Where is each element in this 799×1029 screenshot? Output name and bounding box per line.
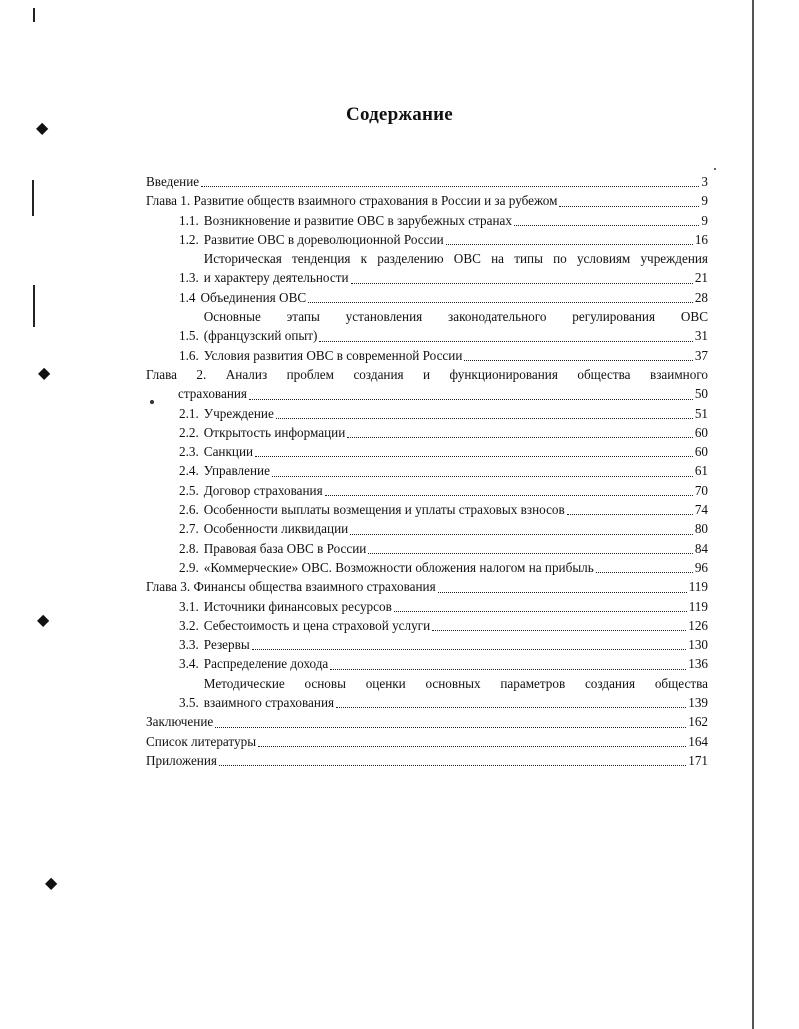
toc-entry-number: 3.1. <box>179 598 199 614</box>
toc-page-number: 3 <box>701 174 708 189</box>
toc-entry-text: Санкции <box>203 444 254 460</box>
toc-leader-dots <box>351 282 693 284</box>
toc-leader-dots <box>559 205 699 207</box>
toc-entry-text: Учреждение <box>203 405 274 421</box>
toc-page-number: 164 <box>688 733 708 749</box>
toc-entry <box>146 597 708 616</box>
toc-leader-dots <box>567 513 693 515</box>
toc-leader-dots <box>258 745 686 747</box>
toc-entry-text: Объединения ОВС <box>200 289 307 305</box>
toc-page-number: 31 <box>694 328 708 344</box>
toc-entry <box>146 288 708 307</box>
toc-leader-dots <box>596 571 693 573</box>
page-title: Содержание <box>346 104 453 125</box>
toc-entry <box>146 191 708 210</box>
toc-entry-number: 1.3. <box>179 270 199 286</box>
toc-entry-text: Приложения <box>146 752 217 768</box>
toc-entry-text: Особенности ликвидации <box>203 521 349 537</box>
toc-entry <box>146 230 708 249</box>
toc-page-number: 74 <box>694 502 708 518</box>
toc-leader-dots <box>215 726 686 728</box>
toc-entry-number: 1.6. <box>179 347 199 363</box>
toc-page-number: 9 <box>701 212 708 228</box>
toc-leader-dots <box>394 610 687 612</box>
toc-entry <box>146 500 708 519</box>
toc-entry-number: 2.3. <box>179 444 199 460</box>
toc-entry-number: 3.4. <box>179 656 199 672</box>
toc-entry-number: 1.4 <box>179 289 196 305</box>
toc-page-number: 126 <box>688 617 708 633</box>
toc-entry-text: Методические основы оценки основных параметров создания общества <box>203 675 708 691</box>
toc-page-number: 130 <box>688 637 708 653</box>
toc-entry <box>146 712 708 731</box>
toc-entry <box>146 751 708 770</box>
toc-entry <box>146 577 708 596</box>
toc-leader-dots <box>319 340 692 342</box>
toc-entry-number: 2.5. <box>179 482 199 498</box>
toc-page-number: 96 <box>694 559 708 575</box>
toc-entry-text: Управление <box>203 463 270 479</box>
toc-page-number: 60 <box>694 444 708 460</box>
toc-page-number: 60 <box>694 424 708 440</box>
toc-leader-dots <box>325 494 693 496</box>
toc-page-number: 162 <box>688 714 708 730</box>
toc-entry <box>146 558 708 577</box>
toc-leader-dots <box>438 591 687 593</box>
toc-entry-text: Развитие ОВС в дореволюционной России <box>203 231 444 247</box>
toc-entry-text: Глава 2. Анализ проблем создания и функционирования общества взаимного <box>146 366 708 382</box>
toc-entry-text: Историческая тенденция к разделению ОВС на типы по условиям учреждения <box>203 251 708 267</box>
toc-entry-text: Распределение дохода <box>203 656 329 672</box>
toc-entry <box>146 404 708 423</box>
toc-entry-number: 2.2. <box>179 424 199 440</box>
toc-leader-dots <box>514 224 699 226</box>
toc-entry-number: 1.1. <box>179 212 199 228</box>
toc-leader-dots <box>350 533 693 535</box>
toc-entry-number: 1.5. <box>179 328 199 344</box>
toc-entry-number: 2.9. <box>179 559 199 575</box>
toc-page-number: 16 <box>694 231 708 247</box>
toc-entry-number: 2.6. <box>179 502 199 518</box>
toc-entry <box>146 442 708 461</box>
scan-mark <box>33 8 35 22</box>
toc-entry-text: взаимного страхования <box>203 695 335 711</box>
toc-entry-text: Особенности выплаты возмещения и уплаты страховых взносов <box>203 502 565 518</box>
toc-entry-text: Глава 3. Финансы общества взаимного страхования <box>146 579 436 595</box>
toc-entry-text: и характеру деятельности <box>203 270 349 286</box>
toc-entry <box>146 635 708 654</box>
toc-entry-number: 2.1. <box>179 405 199 421</box>
toc-page-number: 50 <box>694 386 708 402</box>
toc-page-number: 51 <box>694 405 708 421</box>
toc-entry-text: страхования <box>178 386 247 402</box>
toc-entry-text: Список литературы <box>146 733 257 749</box>
toc-leader-dots <box>201 185 699 187</box>
toc-page-number: 139 <box>688 695 708 711</box>
toc-entry-text: Резервы <box>203 637 250 653</box>
toc-entry <box>146 654 708 673</box>
toc-entry-text: Открытость информации <box>203 424 346 440</box>
toc-entry <box>146 346 708 365</box>
toc-entry-number: 1.2. <box>179 231 199 247</box>
punch-hole-icon: ◆ <box>45 873 58 892</box>
toc-page-number: 119 <box>688 579 708 595</box>
scan-mark <box>33 285 35 327</box>
toc-entry-text: (французский опыт) <box>203 328 318 344</box>
scan-edge-line <box>752 0 754 1029</box>
punch-hole-icon: ◆ <box>38 363 51 382</box>
toc-page-number: 70 <box>694 482 708 498</box>
toc-entry-number: 3.5. <box>179 695 199 711</box>
toc-leader-dots <box>308 301 693 303</box>
scan-mark <box>32 180 34 216</box>
toc-entry-text: Условия развития ОВС в современной России <box>203 347 463 363</box>
toc-leader-dots <box>219 764 686 766</box>
toc-entry-number: 2.8. <box>179 540 199 556</box>
toc-leader-dots <box>464 359 692 361</box>
toc-entry-number: 2.7. <box>179 521 199 537</box>
toc-entry <box>146 674 708 713</box>
toc-entry-text: Возникновение и развитие ОВС в зарубежных странах <box>203 212 512 228</box>
toc-leader-dots <box>336 706 686 708</box>
toc-entry <box>146 172 708 191</box>
toc-entry <box>146 732 708 751</box>
punch-hole-icon: ◆ <box>36 118 49 137</box>
toc-leader-dots <box>276 417 693 419</box>
toc-leader-dots <box>330 668 686 670</box>
toc-leader-dots <box>255 455 693 457</box>
toc-entry <box>146 539 708 558</box>
toc-entry <box>146 211 708 230</box>
toc-page-number: 28 <box>694 289 708 305</box>
toc-entry <box>146 481 708 500</box>
toc-leader-dots <box>432 629 686 631</box>
toc-entry <box>146 423 708 442</box>
toc-entry-text: Введение <box>146 174 200 189</box>
toc-entry-text: Основные этапы установления законодательного регулирования ОВС <box>203 309 708 325</box>
toc-entry-number: 3.3. <box>179 637 199 653</box>
toc-entry-number: 3.2. <box>179 617 199 633</box>
toc-page-number: 119 <box>688 598 708 614</box>
toc-page-number: 61 <box>694 463 708 479</box>
toc-entry-text: Себестоимость и цена страховой услуги <box>203 617 431 633</box>
toc-entry-text: «Коммерческие» ОВС. Возможности обложения налогом на прибыль <box>203 559 594 575</box>
toc-page-number: 80 <box>694 521 708 537</box>
toc-page-number: 171 <box>688 752 708 768</box>
toc-page-number: 136 <box>688 656 708 672</box>
toc-entry-text: Источники финансовых ресурсов <box>203 598 392 614</box>
toc-leader-dots <box>347 436 693 438</box>
toc-leader-dots <box>252 648 687 650</box>
toc-entry <box>146 307 708 346</box>
toc-entry <box>146 365 708 404</box>
punch-hole-icon: ◆ <box>37 610 50 629</box>
toc-page-number: 84 <box>694 540 708 556</box>
toc-page-number: 37 <box>694 347 708 363</box>
toc-entry <box>146 616 708 635</box>
toc-entry <box>146 249 708 288</box>
toc-entry-text: Правовая база ОВС в России <box>203 540 367 556</box>
toc-entry <box>146 461 708 480</box>
toc-page-number: 9 <box>701 193 708 209</box>
toc-entry-number: 2.4. <box>179 463 199 479</box>
toc-entry-text: Заключение <box>146 714 214 730</box>
toc-leader-dots <box>272 475 693 477</box>
toc-leader-dots <box>249 398 693 400</box>
toc-leader-dots <box>446 243 693 245</box>
toc-entry-text: Договор страхования <box>203 482 323 498</box>
toc-entry-text: Глава 1. Развитие обществ взаимного страхования в России и за рубежом <box>146 193 558 209</box>
toc-page-number: 21 <box>694 270 708 286</box>
toc-entry <box>146 519 708 538</box>
table-of-contents <box>146 172 708 770</box>
scan-speck <box>714 168 716 170</box>
toc-leader-dots <box>368 552 692 554</box>
